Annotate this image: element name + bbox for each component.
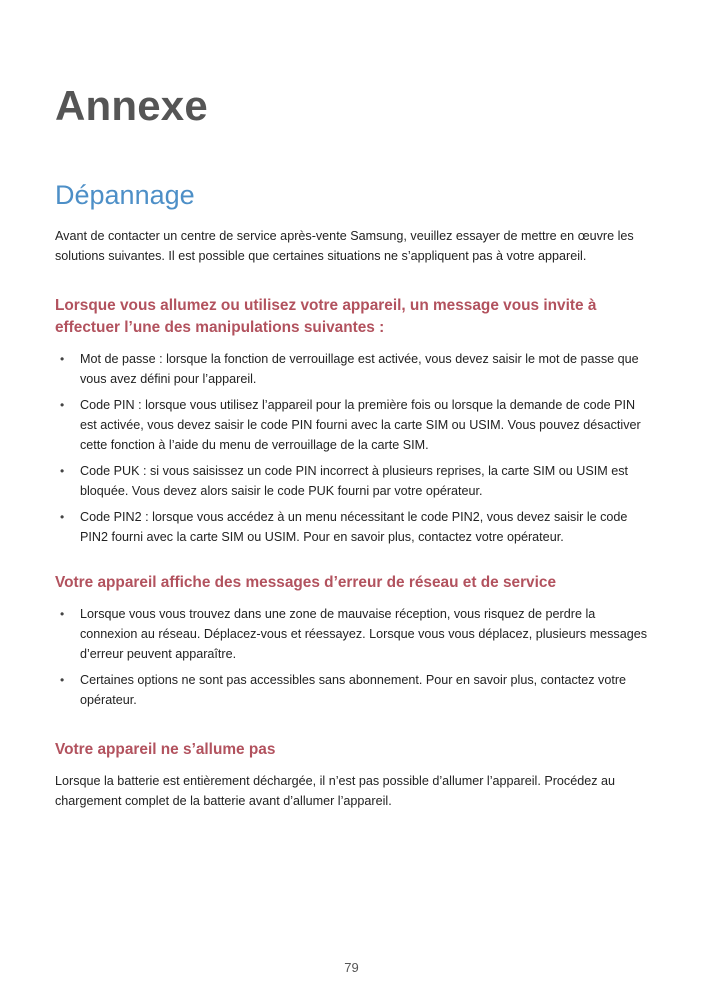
list-item-text: Code PUK : si vous saisissez un code PIN incorrect à plusieurs reprises, la carte SIM ou USIM est bloquée. Vous devez alors saisir le code PUK fourni par votre opérateur. [80, 464, 629, 498]
list-item [55, 670, 655, 710]
subsection-1-title: Lorsque vous allumez ou utilisez votre appareil, un message vous invite à effectuer l’une des manipulations suivantes : [55, 297, 597, 336]
list-item [55, 604, 655, 664]
list-item [55, 507, 655, 547]
subsection-3-title: Votre appareil ne s’allume pas [55, 741, 276, 758]
list-item-text: Code PIN : lorsque vous utilisez l’appareil pour la première fois ou lorsque la demande de code PIN est activée, vous devez saisir le code PIN fourni avec la carte SIM ou USIM. Vous pouvez désactiver cette fonction à l’aide du menu de verrouillage de la carte SIM. [80, 398, 641, 452]
bullet-icon: • [60, 510, 65, 524]
list-item [55, 461, 655, 501]
subsection-2-list [55, 604, 655, 716]
list-item [55, 349, 655, 389]
section-title: Dépannage [55, 180, 195, 210]
list-item-text: Certaines options ne sont pas accessibles sans abonnement. Pour en savoir plus, contactez votre opérateur. [80, 673, 627, 707]
subsection-3-paragraph: Lorsque la batterie est entièrement déchargée, il n’est pas possible d’allumer l’appareil. Procédez au chargement complet de la batterie avant d’allumer l’appareil. [55, 774, 616, 808]
list-item-text: Code PIN2 : lorsque vous accédez à un menu nécessitant le code PIN2, vous devez saisir le code PIN2 fourni avec la carte SIM ou USIM. Pour en savoir plus, contactez votre opérateur. [80, 510, 628, 544]
list-item-text: Lorsque vous vous trouvez dans une zone de mauvaise réception, vous risquez de perdre la connexion au réseau. Déplacez-vous et réessayez. Lorsque vous vous déplacez, plusieurs messages d’erreur peuvent apparaître. [80, 607, 648, 661]
bullet-icon: • [60, 398, 65, 412]
bullet-icon: • [60, 673, 65, 687]
intro-paragraph: Avant de contacter un centre de service après-vente Samsung, veuillez essayer de mettre en œuvre les solutions suivantes. Il est possible que certaines situations ne s’appliquent pas à votre appareil. [55, 229, 634, 263]
subsection-2-title: Votre appareil affiche des messages d’erreur de réseau et de service [55, 574, 557, 591]
list-item [55, 395, 655, 455]
bullet-icon: • [60, 352, 65, 366]
subsection-1-list [55, 349, 655, 553]
bullet-icon: • [60, 464, 65, 478]
page-number: 79 [344, 960, 359, 975]
chapter-title: Annexe [55, 82, 208, 129]
bullet-icon: • [60, 607, 65, 621]
list-item-text: Mot de passe : lorsque la fonction de verrouillage est activée, vous devez saisir le mot de passe que vous avez défini pour l’appareil. [80, 352, 639, 386]
